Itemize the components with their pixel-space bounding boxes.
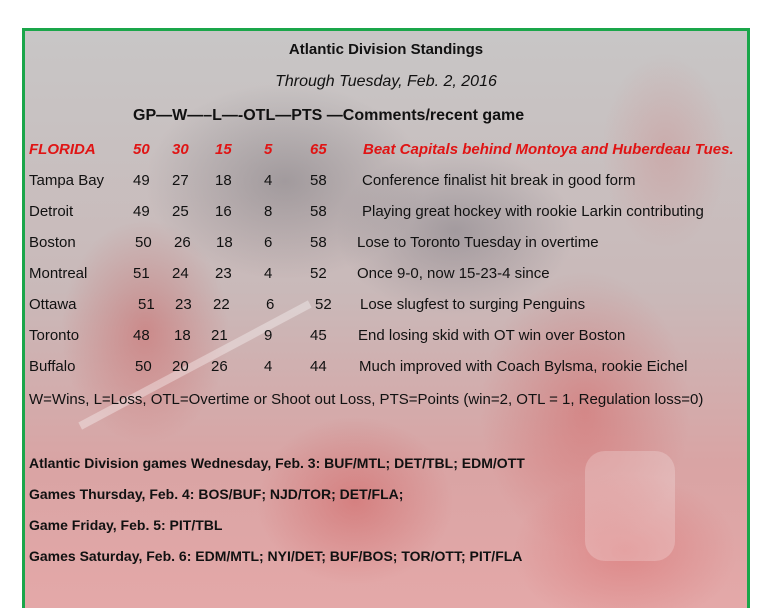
wins: 20: [172, 358, 189, 375]
team-name: Buffalo: [29, 358, 76, 375]
losses: 21: [211, 327, 228, 344]
points: 65: [310, 141, 327, 158]
comment: Once 9-0, now 15-23-4 since: [357, 265, 550, 282]
points: 58: [310, 203, 327, 220]
losses: 23: [215, 265, 232, 282]
standings-row-florida: [25, 141, 747, 163]
team-name: Montreal: [29, 265, 88, 282]
games-played: 48: [133, 327, 150, 344]
comment: Beat Capitals behind Montoya and Huberdeau Tues.: [363, 141, 734, 158]
losses: 18: [216, 234, 233, 251]
losses: 15: [215, 141, 232, 158]
losses: 22: [213, 296, 230, 313]
games-played: 51: [133, 265, 150, 282]
abbreviation-legend: W=Wins, L=Loss, OTL=Overtime or Shoot out Loss, PTS=Points (win=2, OTL = 1, Regulation loss=0): [29, 391, 704, 408]
comment: Playing great hockey with rookie Larkin contributing: [362, 203, 704, 220]
games-played: 49: [133, 203, 150, 220]
wins: 24: [172, 265, 189, 282]
ot-losses: 6: [266, 296, 275, 313]
team-name: Tampa Bay: [29, 172, 105, 189]
background-jersey-number: [585, 451, 675, 561]
ot-losses: 6: [264, 234, 273, 251]
team-name: Boston: [29, 234, 76, 251]
schedule-line: Game Friday, Feb. 5: PIT/TBL: [29, 517, 223, 533]
games-played: 50: [135, 358, 152, 375]
standings-row: [25, 358, 747, 380]
wins: 23: [175, 296, 192, 313]
losses: 26: [211, 358, 228, 375]
page-subtitle: Through Tuesday, Feb. 2, 2016: [275, 73, 497, 90]
games-played: 51: [138, 296, 155, 313]
ot-losses: 4: [264, 358, 273, 375]
ot-losses: 5: [264, 141, 273, 158]
points: 44: [310, 358, 327, 375]
ot-losses: 4: [264, 265, 273, 282]
wins: 26: [174, 234, 191, 251]
comment: End losing skid with OT win over Boston: [358, 327, 626, 344]
standings-row: [25, 327, 747, 349]
points: 58: [310, 172, 327, 189]
comment: Lose slugfest to surging Penguins: [360, 296, 586, 313]
games-played: 50: [133, 141, 150, 158]
wins: 27: [172, 172, 189, 189]
ot-losses: 8: [264, 203, 273, 220]
team-name: Toronto: [29, 327, 80, 344]
points: 52: [315, 296, 332, 313]
losses: 18: [215, 172, 232, 189]
standings-row: [25, 265, 747, 287]
points: 45: [310, 327, 327, 344]
games-played: 49: [133, 172, 150, 189]
schedule-line: Games Thursday, Feb. 4: BOS/BUF; NJD/TOR; DET/FLA;: [29, 486, 404, 502]
team-name: Ottawa: [29, 296, 77, 313]
standings-slide: [22, 28, 750, 608]
team-name: FLORIDA: [29, 141, 96, 158]
column-header: GP—W—–L—-OTL—PTS —Comments/recent game: [133, 107, 525, 124]
wins: 18: [174, 327, 191, 344]
standings-row: [25, 203, 747, 225]
team-name: Detroit: [29, 203, 74, 220]
ot-losses: 9: [264, 327, 273, 344]
standings-row: [25, 296, 747, 318]
points: 58: [310, 234, 327, 251]
comment: Lose to Toronto Tuesday in overtime: [357, 234, 599, 251]
wins: 25: [172, 203, 189, 220]
standings-row: [25, 172, 747, 194]
ot-losses: 4: [264, 172, 273, 189]
schedule-line: Games Saturday, Feb. 6: EDM/MTL; NYI/DET; BUF/BOS; TOR/OTT; PIT/FLA: [29, 548, 523, 564]
comment: Much improved with Coach Bylsma, rookie Eichel: [359, 358, 688, 375]
games-played: 50: [135, 234, 152, 251]
page-title: Atlantic Division Standings: [288, 41, 484, 58]
losses: 16: [215, 203, 232, 220]
schedule-line: Atlantic Division games Wednesday, Feb. 3: BUF/MTL; DET/TBL; EDM/OTT: [29, 455, 525, 471]
points: 52: [310, 265, 327, 282]
wins: 30: [172, 141, 189, 158]
standings-row: [25, 234, 747, 256]
comment: Conference finalist hit break in good form: [362, 172, 636, 189]
